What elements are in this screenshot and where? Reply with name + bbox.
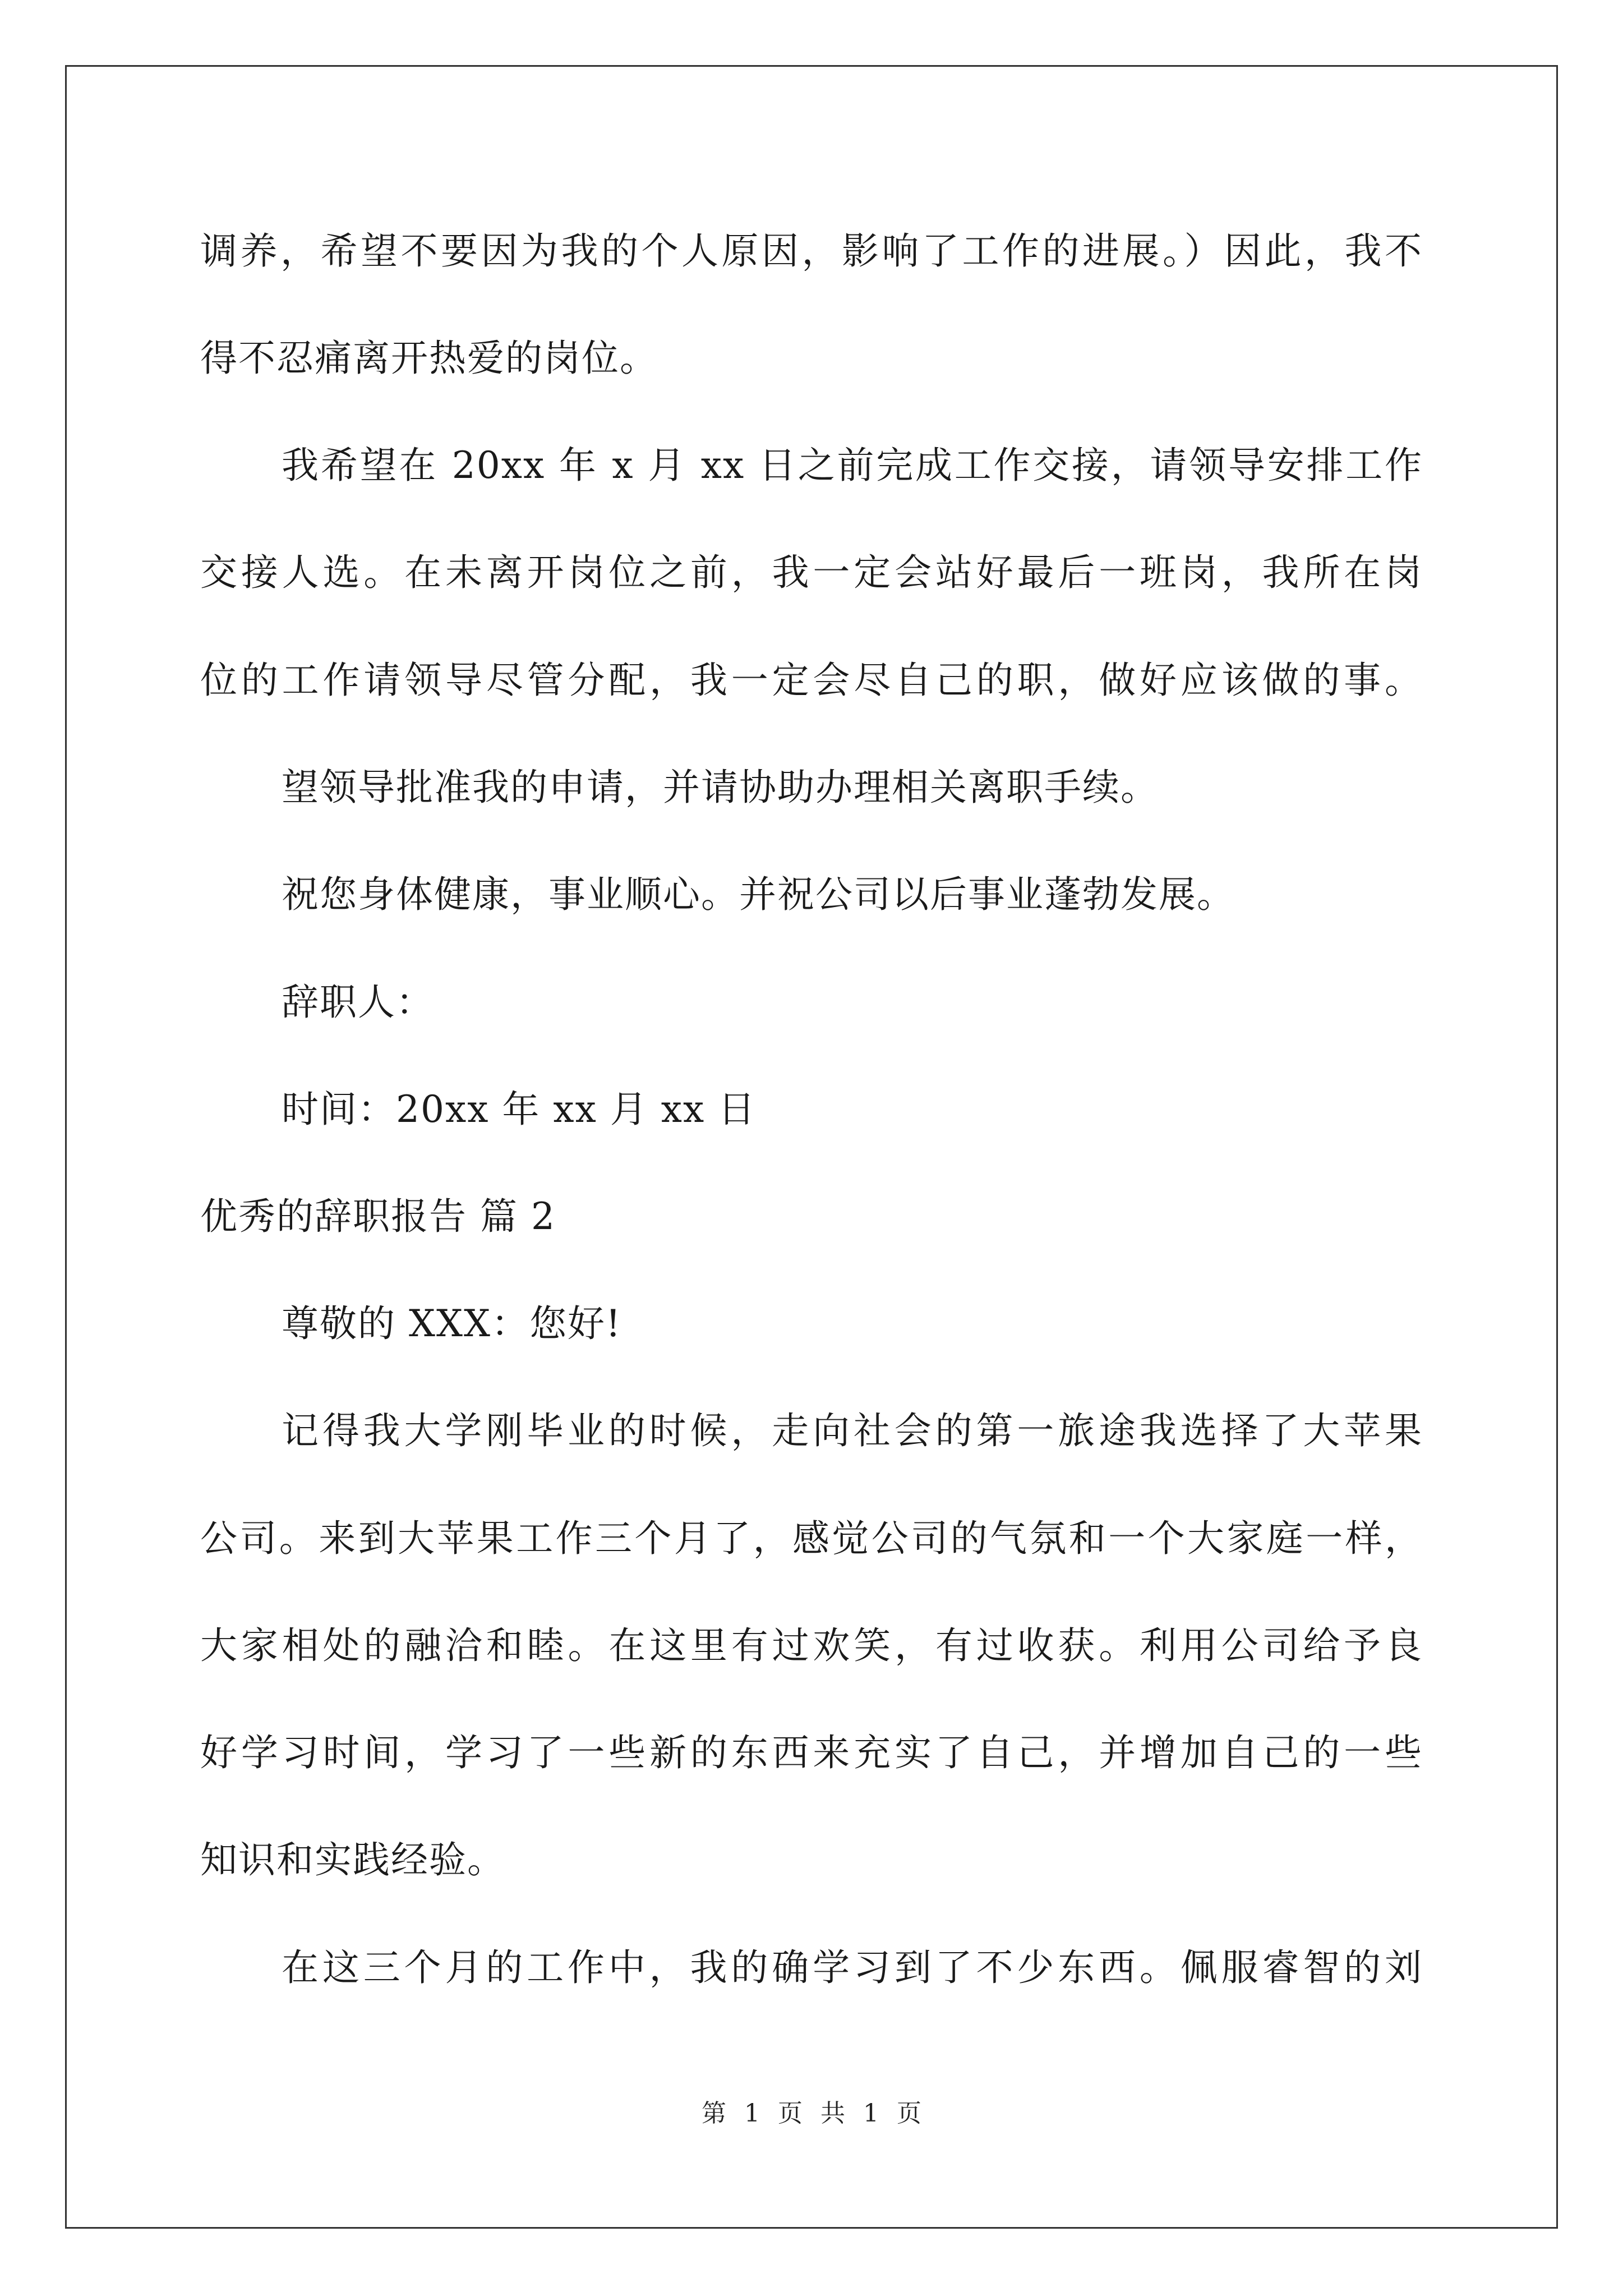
text-line: 调养，希望不要因为我的个人原因，影响了工作的进展。）因此，我不 (200, 229, 1423, 273)
text-line: 公司。来到大苹果工作三个月了，感觉公司的气氛和一个大家庭一样， (200, 1517, 1423, 1560)
text-line: 知识和实践经验。 (200, 1838, 505, 1881)
text-line: 祝您身体健康，事业顺心。并祝公司以后事业蓬勃发展。 (282, 873, 1235, 916)
text-line: 记得我大学刚毕业的时候，走向社会的第一旅途我选择了大苹果 (282, 1409, 1423, 1452)
text-line: 交接人选。在未离开岗位之前，我一定会站好最后一班岗，我所在岗 (200, 551, 1423, 594)
page-footer: 第 1 页 共 1 页 (702, 2099, 921, 2128)
signer-label: 辞职人： (282, 981, 434, 1024)
text-line: 望领导批准我的申请，并请协助办理相关离职手续。 (282, 766, 1159, 809)
section-heading: 优秀的辞职报告 篇 2 (200, 1195, 556, 1238)
text-line: 好学习时间，学习了一些新的东西来充实了自己，并增加自己的一些 (200, 1731, 1423, 1774)
salutation: 尊敬的 XXX：您好! (282, 1302, 622, 1345)
text-line: 在这三个月的工作中，我的确学习到了不少东西。佩服睿智的刘 (282, 1946, 1423, 1989)
text-line: 位的工作请领导尽管分配，我一定会尽自己的职，做好应该做的事。 (200, 659, 1423, 702)
text-line: 大家相处的融洽和睦。在这里有过欢笑，有过收获。利用公司给予良 (200, 1624, 1423, 1667)
text-line: 我希望在 20xx 年 x 月 xx 日之前完成工作交接，请领导安排工作 (282, 444, 1423, 487)
page-border (65, 65, 1558, 2229)
date-line: 时间：20xx 年 xx 月 xx 日 (282, 1088, 757, 1131)
text-line: 得不忍痛离开热爱的岗位。 (200, 337, 658, 380)
